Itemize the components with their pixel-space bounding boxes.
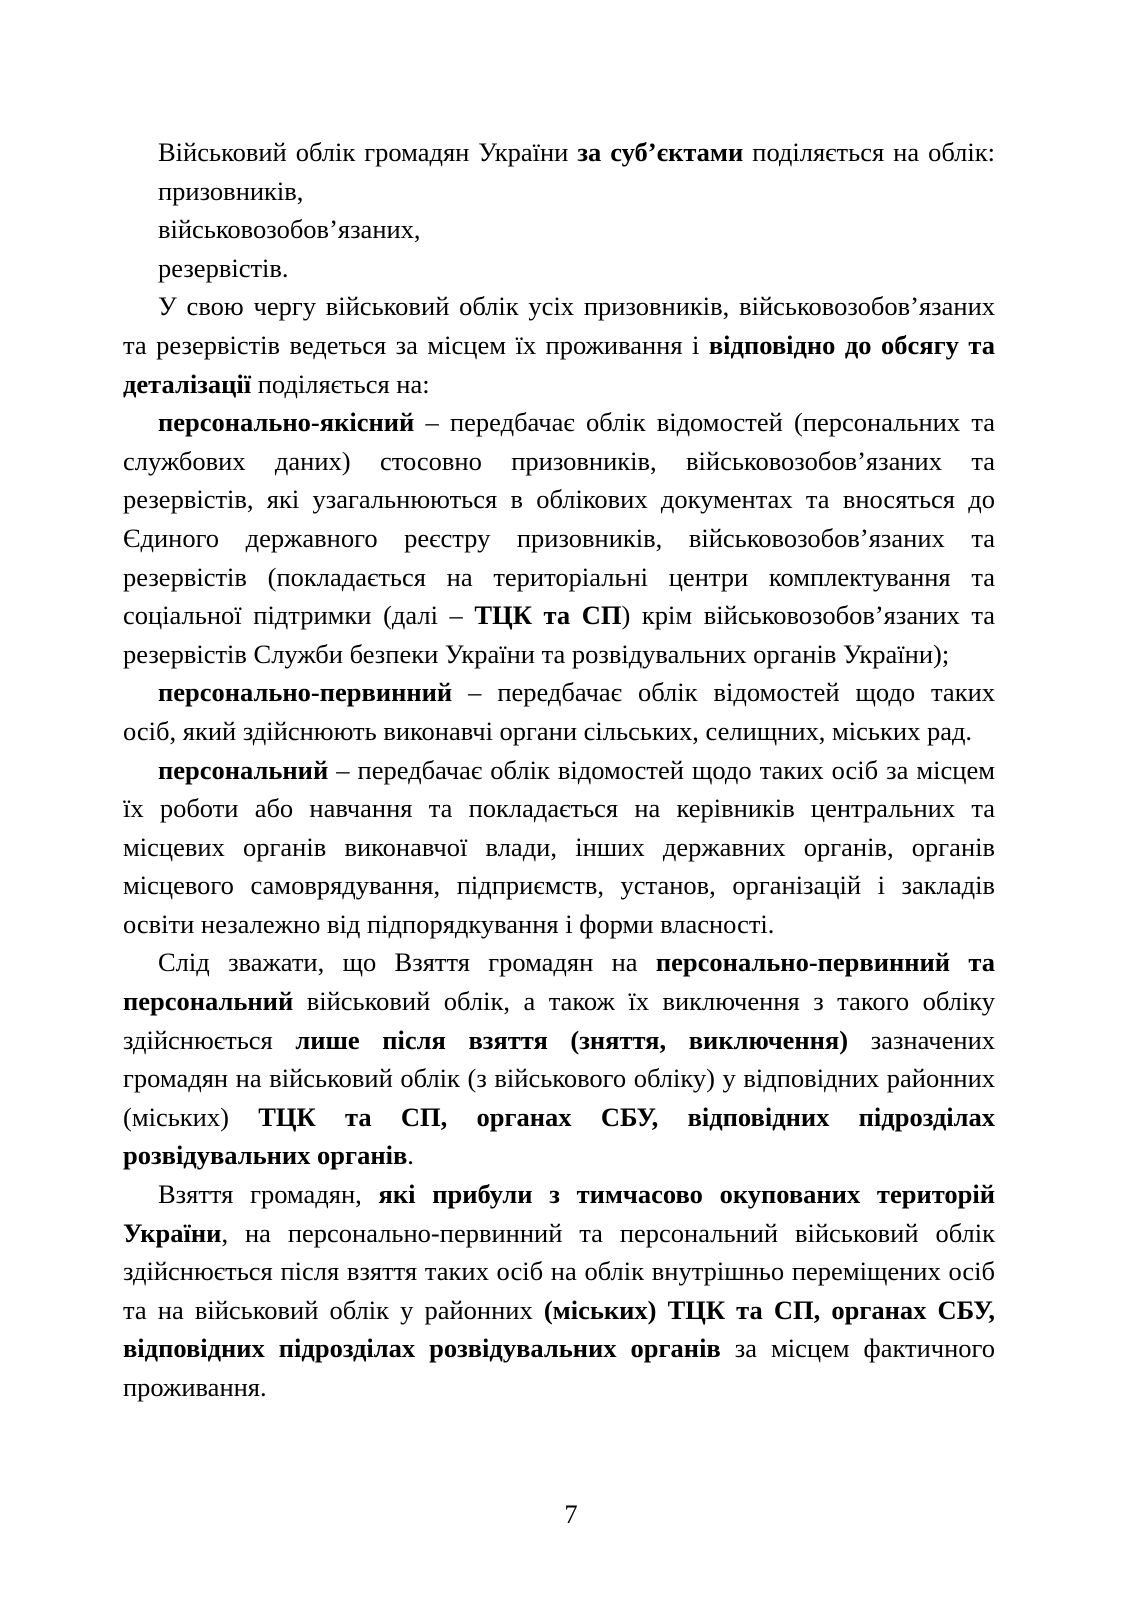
text-run: поділяється на облік: [743,137,996,167]
text-run-bold: за суб’єктами [577,137,744,167]
text-run: зазначених громадян на військовий облік (з військового обліку) у відповідних районних (міських) [123,1024,996,1132]
text-run-bold: відповідно до обсягу та деталізації [123,329,995,399]
text-run: – передбачає облік відомостей щодо таких осіб за місцем їх роботи або навчання та покладається на керівників центральних та місцевих органів виконавчої влади, інших державних органів, органів місцевого самоврядування, підприємств, установ, організацій і закладів освіти незалежно від підпорядкування і форми власності. [123,754,995,939]
paragraph-vzyattya-gromadyan [123,1175,995,1407]
text-run-bold: персонально-первинний [158,677,453,708]
text-run: ) крім військовозобов’язаних та резервістів Служби безпеки України та розвідувальних органів України); [123,600,995,669]
page-body-text [123,133,995,1407]
paragraph-detalizatsiya [123,287,995,403]
paragraph-slid-zvazhaty [123,943,995,1175]
text-run-bold: (міських) ТЦК та СП, органах СБУ, відповідних підрозділах розвідувальних органів [123,1294,995,1364]
text-run: резервістів. [158,252,289,283]
paragraph-personalnyi [123,751,995,944]
text-run-bold: лише після взяття (зняття, виключення) [295,1024,849,1055]
text-run: – передбачає облік відомостей щодо таких осіб, який здійснюють виконавчі органи сільських, селищних, міських рад. [123,677,995,746]
text-run-bold: персональний [158,754,329,785]
text-run: , на персонально-первинний та персональний військовий облік здійснюється після взяття таких осіб на облік внутрішньо переміщених осіб та на військовий облік у районних [123,1217,995,1325]
text-run-bold: персонально-первинний та персональний [123,947,995,1017]
text-run: військовий облік, а також їх виключення з такого обліку здійснюється [123,986,995,1055]
text-run: військовозобов’язаних, [158,214,421,245]
text-run: за місцем фактичного проживання. [123,1333,995,1402]
text-run: Взяття громадян, [158,1179,379,1210]
text-run-bold: які прибули з тимчасово окупованих територій України [123,1179,996,1248]
text-run: поділяється на: [251,368,430,399]
paragraph-list-item-2 [123,210,995,249]
paragraph-personalno-pervynnyi [123,673,995,750]
text-run: – передбачає облік відомостей (персональних та службових даних) стосовно призовників, військовозобов’язаних та резервістів, які узагальнюються в облікових документах та вносяться до Єдиного державного реєстру призовників, військовозобов’язаних та резервістів (покладається на територіальні центри комплектування та соціальної підтримки (далі – [123,407,995,631]
text-run-bold: ТЦК та СП [474,600,622,631]
text-run: У свою чергу військовий облік усіх призовників, військовозобов’язаних та резервістів ведеться за місцем їх проживання і [123,291,995,360]
paragraph-intro [123,133,995,172]
paragraph-list-item-3 [123,249,995,288]
text-run: Слід зважати, що Взяття громадян на [158,947,656,978]
text-run-bold: персонально-якісний [158,407,415,438]
paragraph-list-item-1 [123,172,995,211]
paragraph-personalno-yakisnyi [123,403,995,673]
text-run: призовників, [158,175,304,206]
page-number: 7 [564,1499,578,1529]
text-run-bold: ТЦК та СП, органах СБУ, відповідних підрозділах розвідувальних органів [123,1101,995,1171]
text-run: Військовий облік громадян України [158,137,578,167]
text-run: . [407,1140,414,1171]
